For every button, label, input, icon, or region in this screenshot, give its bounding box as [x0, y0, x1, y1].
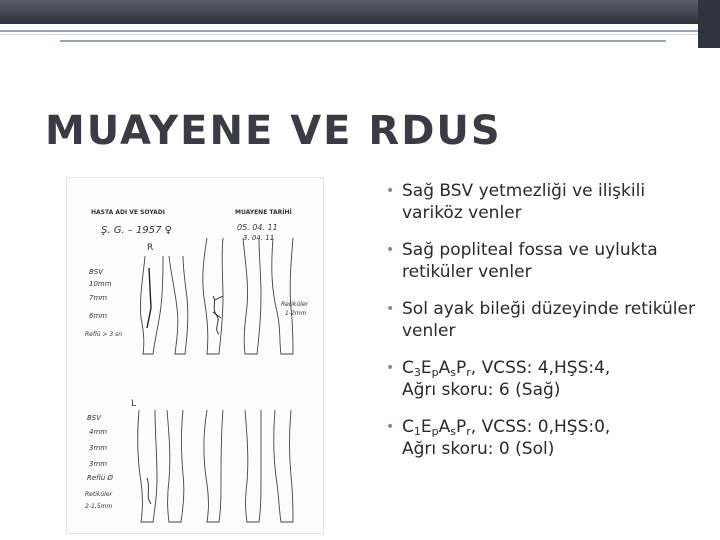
- left-note-7: 2-1,5mm: [85, 503, 113, 510]
- left-note-3: 3mm: [89, 444, 108, 452]
- bullet-text: Sağ popliteal fossa ve uylukta retiküler venler: [402, 240, 658, 282]
- accent-line-short: [60, 40, 666, 42]
- header-left: HASTA ADI VE SOYADI: [91, 209, 165, 216]
- list-item: [380, 357, 710, 401]
- top-band: [0, 0, 720, 24]
- right-leg-outlines: [140, 238, 293, 354]
- accent-line: [0, 30, 698, 32]
- bullet-text: Sağ BSV yetmezliği ve ilişkili variköz venler: [402, 181, 646, 223]
- bullet-icon: •: [386, 183, 395, 199]
- bullet-text: Sol ayak bileği düzeyinde retiküler venler: [402, 299, 695, 341]
- list-item: [380, 298, 710, 342]
- pain-score-right: Ağrı skoru: 6 (Sağ): [402, 380, 561, 400]
- left-note-5: Reflü Ø: [87, 474, 113, 482]
- bullet-icon: •: [386, 360, 395, 376]
- ceap-class-right: $C_3E_pA_sP_r$, VCSS: 4,HŞS:4,: [402, 358, 611, 379]
- bullet-icon: •: [386, 419, 395, 435]
- retik-note-1: Retiküler: [281, 301, 308, 308]
- left-note-2: 4mm: [89, 428, 108, 436]
- ceap-class-left: $C_1E_pA_sP_r$, VCSS: 0,HŞS:0,: [402, 417, 611, 438]
- right-note-3: 7mm: [89, 294, 108, 302]
- left-note-1: BSV: [87, 414, 102, 422]
- date-text: 05. 04. 11: [237, 223, 278, 232]
- right-note-5: Reflü > 3 sn: [85, 331, 123, 338]
- label-r: R: [147, 243, 154, 253]
- pain-score-left: Ağrı skoru: 0 (Sol): [402, 439, 555, 459]
- slide-title: MUAYENE VE RDUS: [45, 108, 502, 154]
- findings-list: [380, 180, 710, 475]
- leg-diagram-figure: [66, 177, 324, 534]
- bullet-icon: •: [386, 242, 395, 258]
- patient-text: Ş. G. – 1957 ♀: [101, 225, 172, 236]
- label-l: L: [131, 399, 137, 409]
- left-note-6: Retiküler: [85, 491, 112, 498]
- right-note-4: 6mm: [89, 312, 108, 320]
- left-leg-outlines: [138, 410, 293, 522]
- list-item: [380, 416, 710, 460]
- accent-line-thin: [0, 34, 698, 35]
- right-note-1: BSV: [89, 268, 104, 276]
- list-item: [380, 180, 710, 224]
- left-note-4: 3mm: [89, 460, 108, 468]
- right-note-2: 10mm: [89, 280, 112, 288]
- list-item: [380, 239, 710, 283]
- bullet-icon: •: [386, 301, 395, 317]
- leg-diagram: [67, 178, 323, 533]
- header-right: MUAYENE TARİHİ: [235, 209, 292, 216]
- retik-note-2: 1-2mm: [285, 310, 307, 317]
- date-text-2: 3. 04. 11: [243, 234, 275, 242]
- top-band-corner: [698, 0, 720, 48]
